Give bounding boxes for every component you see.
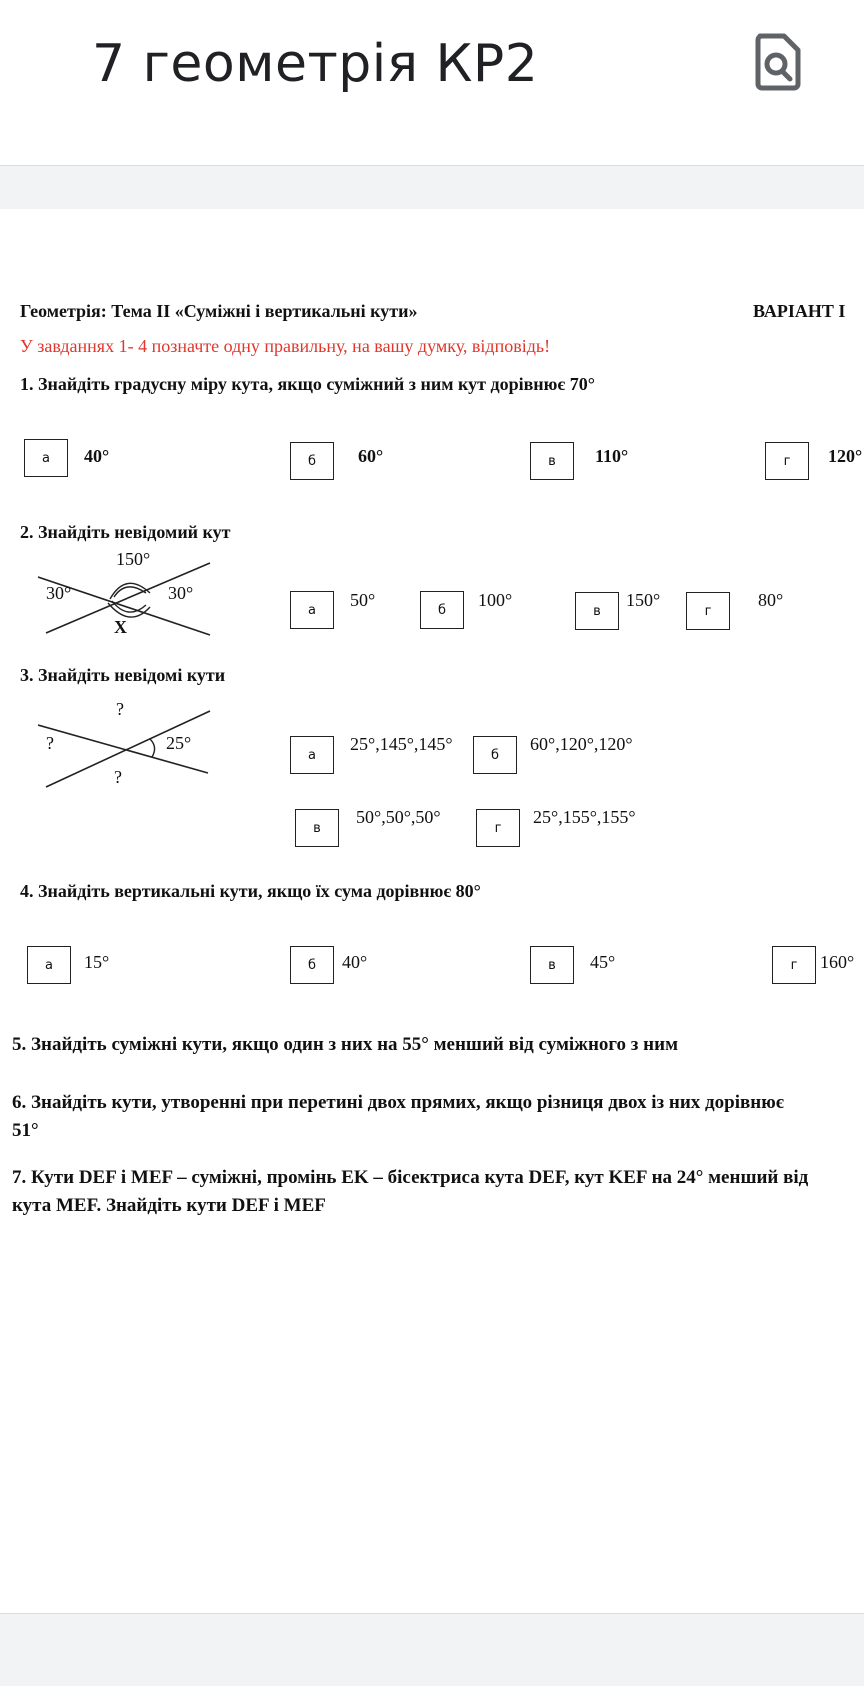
app-header <box>0 0 864 165</box>
question-7-text: 7. Кути DEF і MEF – суміжні, промінь EK – бісектриса кута DEF, кут KEF на 24° менший від кута MEF. Знайдіть кути DEF і MEF <box>12 1167 809 1216</box>
option-value: 50°,50°,50° <box>356 807 441 827</box>
document-title: 7 геометрія КР2 <box>92 34 539 94</box>
option-box[interactable]: б <box>473 736 517 774</box>
question-5-text: 5. Знайдіть суміжні кути, якщо один з них на 55° менший від суміжного з ним <box>12 1034 679 1055</box>
option-box[interactable]: а <box>24 439 68 477</box>
option-box[interactable]: в <box>575 592 619 630</box>
option-value: 100° <box>478 590 513 610</box>
option-value: 50° <box>350 590 376 610</box>
option-box[interactable]: б <box>420 591 464 629</box>
angle-label-right: 25° <box>166 733 192 753</box>
angle-label-top: 150° <box>116 549 151 569</box>
question-4-text: 4. Знайдіть вертикальні кути, якщо їх сума дорівнює 80° <box>20 881 481 901</box>
question-2-text: 2. Знайдіть невідомий кут <box>20 522 231 542</box>
option-box[interactable]: в <box>295 809 339 847</box>
option-box[interactable]: г <box>765 442 809 480</box>
angle-label-left: ? <box>46 733 54 753</box>
option-value: 60°,120°,120° <box>530 734 633 754</box>
option-box[interactable]: в <box>530 442 574 480</box>
option-value: 80° <box>758 590 784 610</box>
option-box[interactable]: а <box>27 946 71 984</box>
option-value: 40° <box>342 952 368 972</box>
option-value: 40° <box>84 446 110 466</box>
instruction-text: У завданнях 1- 4 позначте одну правильну, на вашу думку, відповідь! <box>20 336 551 356</box>
q3-diagram <box>38 699 218 791</box>
option-box[interactable]: г <box>772 946 816 984</box>
document-page <box>0 209 864 1613</box>
angle-label-right: 30° <box>168 583 194 603</box>
option-value: 160° <box>820 952 855 972</box>
option-value: 15° <box>84 952 110 972</box>
option-box[interactable]: а <box>290 736 334 774</box>
option-box[interactable]: г <box>476 809 520 847</box>
option-value: 150° <box>626 590 661 610</box>
page-separator <box>0 165 864 210</box>
angle-label-left: 30° <box>46 583 72 603</box>
question-6-text: 6. Знайдіть кути, утворенні при перетині двох прямих, якщо різниця двох із них дорівнює 51° <box>12 1092 784 1141</box>
question-1-text: 1. Знайдіть градусну міру кута, якщо суміжний з ним кут дорівнює 70° <box>20 374 595 394</box>
q2-diagram <box>38 549 218 641</box>
option-box[interactable]: в <box>530 946 574 984</box>
page-separator-bottom <box>0 1613 864 1686</box>
find-in-page-button[interactable] <box>752 32 804 92</box>
find-in-page-icon <box>752 32 804 92</box>
option-value: 120° <box>828 446 863 466</box>
question-3-text: 3. Знайдіть невідомі кути <box>20 665 226 685</box>
angle-label-bottom: X <box>114 617 127 637</box>
option-value: 25°,155°,155° <box>533 807 636 827</box>
option-value: 60° <box>358 446 384 466</box>
option-box[interactable]: б <box>290 442 334 480</box>
option-value: 45° <box>590 952 616 972</box>
option-value: 110° <box>595 446 629 466</box>
angle-label-bottom: ? <box>114 767 122 787</box>
angle-label-top: ? <box>116 699 124 719</box>
option-value: 25°,145°,145° <box>350 734 453 754</box>
option-box[interactable]: г <box>686 592 730 630</box>
variant-label: ВАРІАНТ І <box>753 301 846 321</box>
option-box[interactable]: а <box>290 591 334 629</box>
doc-heading: Геометрія: Тема ІІ «Суміжні і вертикальні кути» <box>20 301 418 321</box>
option-box[interactable]: б <box>290 946 334 984</box>
